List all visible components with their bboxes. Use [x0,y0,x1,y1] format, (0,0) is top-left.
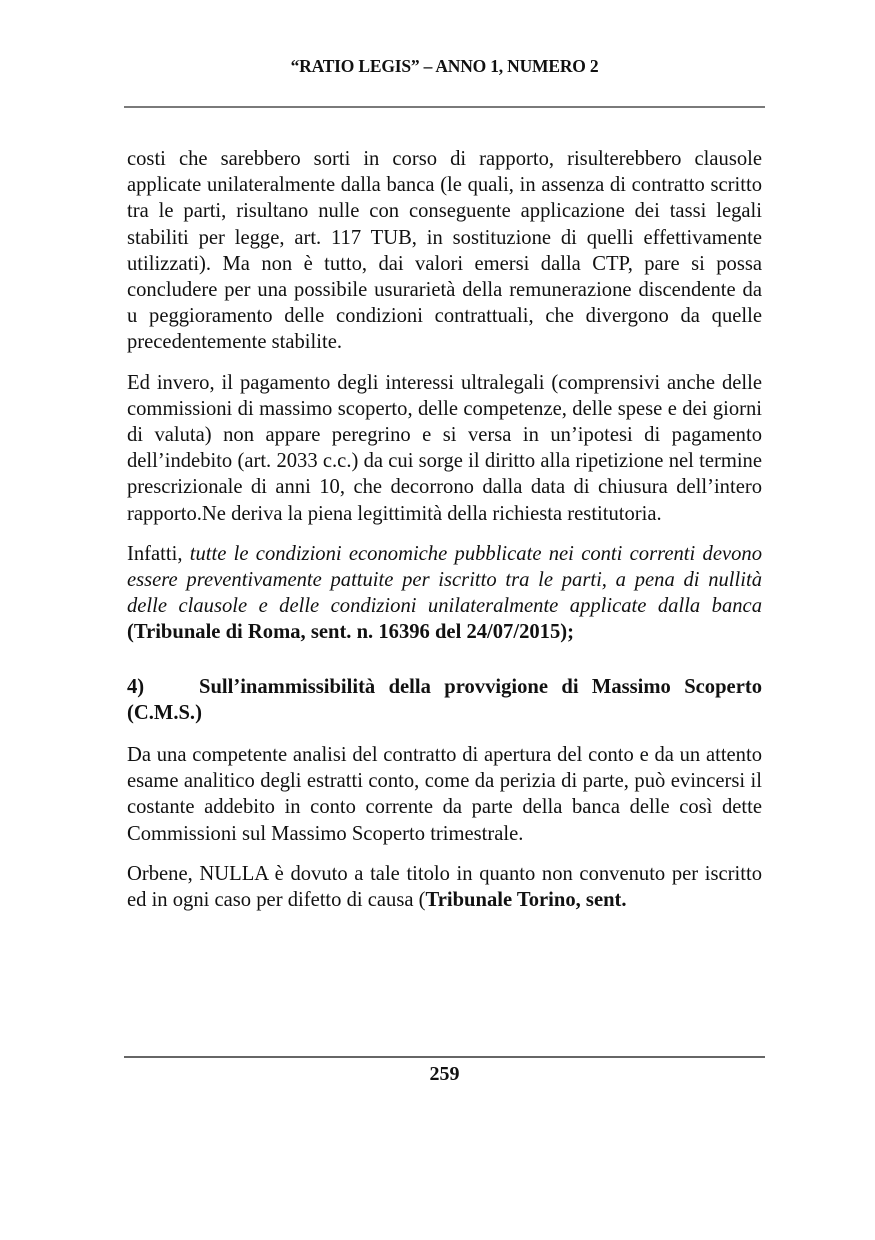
page-body [127,146,762,927]
page-number: 259 [429,1063,460,1085]
italic-quote: tutte le condizioni economiche pubblicate nei conti correnti devono essere preventivamente pattuite per iscritto tra le parti, a pena di nullità delle clausole e delle condizioni unilateralmente applicate dalla banca [127,542,762,618]
paragraph-lead: Infatti, [127,542,190,565]
paragraph-text: Orbene, NULLA è dovuto a tale titolo in quanto non convenuto per iscritto ed in ogni caso per difetto di causa ( [127,862,762,912]
section-title: Sull’inammissibilità della provvigione di Massimo Scoperto (C.M.S.) [127,675,762,724]
paragraph-analisi: Da una competente analisi del contratto di apertura del conto e da un attento esame analitico degli estratti conto, come da perizia di parte, può evincersi il costante addebito in conto corrente da parte della banca delle così dette Commissioni sul Massimo Scoperto trimestrale. [127,744,762,845]
paragraph-costi: costi che sarebbero sorti in corso di rapporto, risulterebbero clausole applicate unilateralmente dalla banca (le quali, in assenza di contratto scritto tra le parti, risultano nulle con conseguente applicazione dei tassi legali stabiliti per legge, art. 117 TUB, in sostituzione di quelli effettivamente utilizzati). Ma non è tutto, dai valori emersi dalla CTP, pare si possa concludere per una possibile usurarietà della remunerazione discendente da u peggioramento delle condizioni contrattuali, che divergono da quelle precedentemente stabilite. [127,148,762,354]
paragraph-infatti [127,541,762,646]
paragraph-orbene [127,861,762,913]
section-heading [127,674,762,726]
citation-tribunale-torino: Tribunale Torino, sent. [425,889,627,912]
footer-divider [124,1056,765,1058]
running-header: “RATIO LEGIS” – ANNO 1, NUMERO 2 [290,56,599,76]
paragraph-ed-invero: Ed invero, il pagamento degli interessi ultralegali (comprensivi anche delle commissioni di massimo scoperto, delle competenze, delle spese e dei giorni di valuta) non appare peregrino e si versa in un’ipotesi di pagamento dell’indebito (art. 2033 c.c.) da cui sorge il diritto alla ripetizione nel termine prescrizionale di anni 10, che decorrono dalla data di chiusura dell’intero rapporto.Ne deriva la piena legittimità della richiesta restitutoria. [127,371,762,525]
section-number: 4) [127,675,145,698]
header-divider [124,106,765,108]
citation-tribunale-roma: (Tribunale di Roma, sent. n. 16396 del 24/07/2015); [127,621,574,644]
